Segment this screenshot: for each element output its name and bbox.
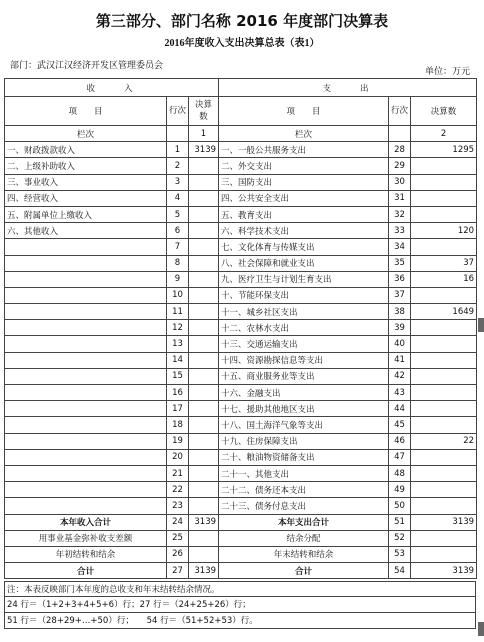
expense-item-cell: 十三、交通运输支出 xyxy=(219,336,389,352)
expense-row-number-cell: 51 xyxy=(389,514,411,530)
expense-row-number-cell: 48 xyxy=(389,465,411,481)
expense-item-cell: 二、外交支出 xyxy=(219,158,389,174)
income-amount-cell xyxy=(189,287,219,303)
income-item-cell xyxy=(5,255,167,271)
income-item-cell: 一、财政拨款收入 xyxy=(5,142,167,158)
column-index-row xyxy=(5,126,477,142)
expense-amount-cell: 1649 xyxy=(411,304,477,320)
table-row xyxy=(5,449,477,465)
scrollbar-marker[interactable] xyxy=(478,622,484,636)
expense-item-cell: 本年支出合计 xyxy=(219,514,389,530)
total-row xyxy=(5,530,477,546)
expense-row-number-cell: 33 xyxy=(389,223,411,239)
expense-row-number-cell: 43 xyxy=(389,385,411,401)
expense-item-cell: 二十二、债务还本支出 xyxy=(219,482,389,498)
column-header-row xyxy=(5,97,477,126)
expense-amount-cell xyxy=(411,190,477,206)
expense-item-cell: 二十三、债务付息支出 xyxy=(219,498,389,514)
income-row-number-cell: 13 xyxy=(167,336,189,352)
expense-row-number-cell: 35 xyxy=(389,255,411,271)
income-item-cell: 二、上级补助收入 xyxy=(5,158,167,174)
expense-item-cell: 十七、援助其他地区支出 xyxy=(219,401,389,417)
income-row-number-cell: 3 xyxy=(167,174,189,190)
expense-item-cell: 八、社会保障和就业支出 xyxy=(219,255,389,271)
income-item-cell xyxy=(5,449,167,465)
table-row xyxy=(5,206,477,222)
income-item-cell xyxy=(5,482,167,498)
income-row-number-cell: 26 xyxy=(167,546,189,562)
table-row xyxy=(5,401,477,417)
expense-amount-cell: 3139 xyxy=(411,563,477,579)
expense-row-number-cell: 38 xyxy=(389,304,411,320)
expense-amount-cell: 3139 xyxy=(411,514,477,530)
expense-row-number-cell: 45 xyxy=(389,417,411,433)
expense-amount-cell: 1295 xyxy=(411,142,477,158)
income-amount-cell xyxy=(189,320,219,336)
expense-row-number-cell: 31 xyxy=(389,190,411,206)
table-row xyxy=(5,255,477,271)
expense-amount-cell xyxy=(411,546,477,562)
expense-row-number-cell: 29 xyxy=(389,158,411,174)
expense-row-no-header: 行次 xyxy=(389,97,411,126)
income-index-label: 栏次 xyxy=(5,126,167,142)
expense-amount-cell xyxy=(411,417,477,433)
expense-amount-cell xyxy=(411,498,477,514)
income-item-cell xyxy=(5,320,167,336)
income-item-cell xyxy=(5,336,167,352)
expense-amount-cell xyxy=(411,482,477,498)
expense-amount-cell: 120 xyxy=(411,223,477,239)
expense-row-number-cell: 37 xyxy=(389,287,411,303)
income-item-cell xyxy=(5,385,167,401)
income-row-number-cell: 7 xyxy=(167,239,189,255)
table-row xyxy=(5,239,477,255)
expense-item-cell: 二十、粮油物资储备支出 xyxy=(219,449,389,465)
expense-amount-cell xyxy=(411,239,477,255)
expense-amount-cell xyxy=(411,401,477,417)
income-row-no-header: 行次 xyxy=(167,97,189,126)
income-item-cell: 五、附属单位上缴收入 xyxy=(5,206,167,222)
expense-row-number-cell: 52 xyxy=(389,530,411,546)
income-amount-cell xyxy=(189,174,219,190)
income-row-number-cell: 17 xyxy=(167,401,189,417)
income-item-cell xyxy=(5,417,167,433)
income-row-number-cell: 23 xyxy=(167,498,189,514)
expense-row-number-cell: 49 xyxy=(389,482,411,498)
expense-item-cell: 六、科学技术支出 xyxy=(219,223,389,239)
expense-amount-cell xyxy=(411,336,477,352)
income-row-number-cell: 1 xyxy=(167,142,189,158)
expense-amount-cell xyxy=(411,158,477,174)
income-row-number-cell: 2 xyxy=(167,158,189,174)
table-row xyxy=(5,190,477,206)
expense-row-number-cell: 32 xyxy=(389,206,411,222)
table-row xyxy=(5,271,477,287)
income-row-number-cell: 22 xyxy=(167,482,189,498)
income-row-number-cell: 24 xyxy=(167,514,189,530)
income-row-number-cell: 16 xyxy=(167,385,189,401)
income-row-number-cell: 18 xyxy=(167,417,189,433)
expense-row-number-cell: 41 xyxy=(389,352,411,368)
expense-item-cell: 二十一、其他支出 xyxy=(219,465,389,481)
income-amount-cell xyxy=(189,239,219,255)
income-item-cell xyxy=(5,352,167,368)
expense-row-number-cell: 34 xyxy=(389,239,411,255)
expense-item-cell: 十九、住房保障支出 xyxy=(219,433,389,449)
expense-header: 支 出 xyxy=(219,79,477,97)
expense-item-cell: 九、医疗卫生与计划生育支出 xyxy=(219,271,389,287)
income-amount-cell xyxy=(189,158,219,174)
income-amount-cell xyxy=(189,401,219,417)
income-amount-cell xyxy=(189,368,219,384)
income-row-number-cell: 8 xyxy=(167,255,189,271)
note-line: 24 行＝（1+2+3+4+5+6）行；27 行＝（24+25+26）行； xyxy=(4,597,476,613)
income-row-number-cell: 14 xyxy=(167,352,189,368)
expense-item-cell: 十一、城乡社区支出 xyxy=(219,304,389,320)
table-row xyxy=(5,287,477,303)
table-row xyxy=(5,223,477,239)
income-item-cell xyxy=(5,498,167,514)
income-item-header: 项 目 xyxy=(5,97,167,126)
note-line: 注：本表反映部门本年度的总收支和年末结转结余情况。 xyxy=(4,581,476,597)
total-row xyxy=(5,546,477,562)
expense-row-number-cell: 39 xyxy=(389,320,411,336)
income-amount-cell: 3139 xyxy=(189,563,219,579)
expense-row-number-cell: 53 xyxy=(389,546,411,562)
page-title: 第三部分、部门名称 2016 年度部门决算表 xyxy=(95,12,389,30)
expense-amount-header: 决算数 xyxy=(411,97,477,126)
expense-row-number-cell: 30 xyxy=(389,174,411,190)
income-row-number-cell: 21 xyxy=(167,465,189,481)
empty-cell xyxy=(389,126,411,142)
income-amount-cell xyxy=(189,336,219,352)
expense-row-number-cell: 46 xyxy=(389,433,411,449)
income-row-number-cell: 15 xyxy=(167,368,189,384)
table-notes xyxy=(4,581,476,629)
expense-item-cell: 七、文化体育与传媒支出 xyxy=(219,239,389,255)
expense-amount-cell xyxy=(411,449,477,465)
expense-item-cell: 三、国防支出 xyxy=(219,174,389,190)
income-amount-cell: 3139 xyxy=(189,514,219,530)
table-row xyxy=(5,304,477,320)
expense-item-cell: 一、一般公共服务支出 xyxy=(219,142,389,158)
empty-cell xyxy=(167,126,189,142)
expense-amount-cell: 22 xyxy=(411,433,477,449)
table-row xyxy=(5,368,477,384)
expense-amount-cell xyxy=(411,174,477,190)
expense-amount-cell: 37 xyxy=(411,255,477,271)
expense-item-cell: 四、公共安全支出 xyxy=(219,190,389,206)
table-row xyxy=(5,433,477,449)
expense-amount-cell xyxy=(411,320,477,336)
total-row xyxy=(5,563,477,579)
income-item-cell: 年初结转和结余 xyxy=(5,546,167,562)
expense-index-number: 2 xyxy=(411,126,477,142)
unit-label: 单位：万元 xyxy=(424,67,470,77)
expense-item-cell: 结余分配 xyxy=(219,530,389,546)
expense-amount-cell xyxy=(411,385,477,401)
income-item-cell xyxy=(5,239,167,255)
expense-item-header: 项 目 xyxy=(219,97,389,126)
income-row-number-cell: 5 xyxy=(167,206,189,222)
income-amount-cell: 3139 xyxy=(189,142,219,158)
income-amount-cell xyxy=(189,546,219,562)
expense-item-cell: 十六、金融支出 xyxy=(219,385,389,401)
income-amount-cell xyxy=(189,498,219,514)
expense-amount-cell xyxy=(411,206,477,222)
income-item-cell xyxy=(5,304,167,320)
income-row-number-cell: 10 xyxy=(167,287,189,303)
income-amount-header: 决算数 xyxy=(189,97,219,126)
income-row-number-cell: 11 xyxy=(167,304,189,320)
table-row xyxy=(5,417,477,433)
expense-row-number-cell: 54 xyxy=(389,563,411,579)
income-item-cell: 合计 xyxy=(5,563,167,579)
expense-amount-cell xyxy=(411,465,477,481)
expense-row-number-cell: 42 xyxy=(389,368,411,384)
expense-amount-cell xyxy=(411,352,477,368)
expense-index-label: 栏次 xyxy=(219,126,389,142)
income-amount-cell xyxy=(189,530,219,546)
section-header-row xyxy=(5,79,477,97)
table-row xyxy=(5,352,477,368)
income-item-cell xyxy=(5,465,167,481)
income-index-number: 1 xyxy=(189,126,219,142)
expense-item-cell: 十二、农林水支出 xyxy=(219,320,389,336)
table-row xyxy=(5,336,477,352)
table-row xyxy=(5,320,477,336)
expense-amount-cell xyxy=(411,530,477,546)
table-row xyxy=(5,498,477,514)
income-row-number-cell: 27 xyxy=(167,563,189,579)
income-row-number-cell: 20 xyxy=(167,449,189,465)
income-amount-cell xyxy=(189,482,219,498)
table-row xyxy=(5,385,477,401)
income-row-number-cell: 25 xyxy=(167,530,189,546)
income-row-number-cell: 12 xyxy=(167,320,189,336)
expense-amount-cell xyxy=(411,368,477,384)
income-row-number-cell: 6 xyxy=(167,223,189,239)
income-item-cell: 用事业基金弥补收支差额 xyxy=(5,530,167,546)
income-amount-cell xyxy=(189,304,219,320)
income-amount-cell xyxy=(189,352,219,368)
expense-row-number-cell: 28 xyxy=(389,142,411,158)
income-item-cell: 六、其他收入 xyxy=(5,223,167,239)
income-amount-cell xyxy=(189,385,219,401)
income-amount-cell xyxy=(189,255,219,271)
expense-row-number-cell: 36 xyxy=(389,271,411,287)
scrollbar-marker[interactable] xyxy=(478,318,484,332)
income-item-cell: 三、事业收入 xyxy=(5,174,167,190)
expense-item-cell: 十四、资源勘探信息等支出 xyxy=(219,352,389,368)
income-item-cell xyxy=(5,287,167,303)
income-amount-cell xyxy=(189,223,219,239)
income-item-cell xyxy=(5,433,167,449)
expense-item-cell: 十、节能环保支出 xyxy=(219,287,389,303)
income-amount-cell xyxy=(189,465,219,481)
table-row xyxy=(5,142,477,158)
income-row-number-cell: 9 xyxy=(167,271,189,287)
department-label: 部门：武汉江汉经济开发区管理委员会 xyxy=(10,61,164,71)
table-row xyxy=(5,465,477,481)
income-item-cell: 四、经营收入 xyxy=(5,190,167,206)
income-item-cell xyxy=(5,401,167,417)
table-row xyxy=(5,482,477,498)
expense-item-cell: 十八、国土海洋气象等支出 xyxy=(219,417,389,433)
expense-row-number-cell: 50 xyxy=(389,498,411,514)
income-amount-cell xyxy=(189,271,219,287)
income-header: 收 入 xyxy=(5,79,219,97)
income-amount-cell xyxy=(189,449,219,465)
income-row-number-cell: 4 xyxy=(167,190,189,206)
table-subtitle: 2016年度收入支出决算总表（表1） xyxy=(164,38,320,49)
expense-item-cell: 合计 xyxy=(219,563,389,579)
expense-row-number-cell: 44 xyxy=(389,401,411,417)
expense-amount-cell: 16 xyxy=(411,271,477,287)
income-row-number-cell: 19 xyxy=(167,433,189,449)
expense-item-cell: 年末结转和结余 xyxy=(219,546,389,562)
income-amount-cell xyxy=(189,190,219,206)
expense-row-number-cell: 47 xyxy=(389,449,411,465)
income-amount-cell xyxy=(189,433,219,449)
income-item-cell: 本年收入合计 xyxy=(5,514,167,530)
income-item-cell xyxy=(5,368,167,384)
expense-row-number-cell: 40 xyxy=(389,336,411,352)
total-row xyxy=(5,514,477,530)
expense-item-cell: 五、教育支出 xyxy=(219,206,389,222)
income-amount-cell xyxy=(189,417,219,433)
table-row xyxy=(5,174,477,190)
expense-item-cell: 十五、商业服务业等支出 xyxy=(219,368,389,384)
expense-amount-cell xyxy=(411,287,477,303)
table-row xyxy=(5,158,477,174)
note-line: 51 行＝（28+29+…+50）行； 54 行＝（51+52+53）行。 xyxy=(4,613,476,629)
income-item-cell xyxy=(5,271,167,287)
income-expense-table xyxy=(4,78,477,579)
income-amount-cell xyxy=(189,206,219,222)
